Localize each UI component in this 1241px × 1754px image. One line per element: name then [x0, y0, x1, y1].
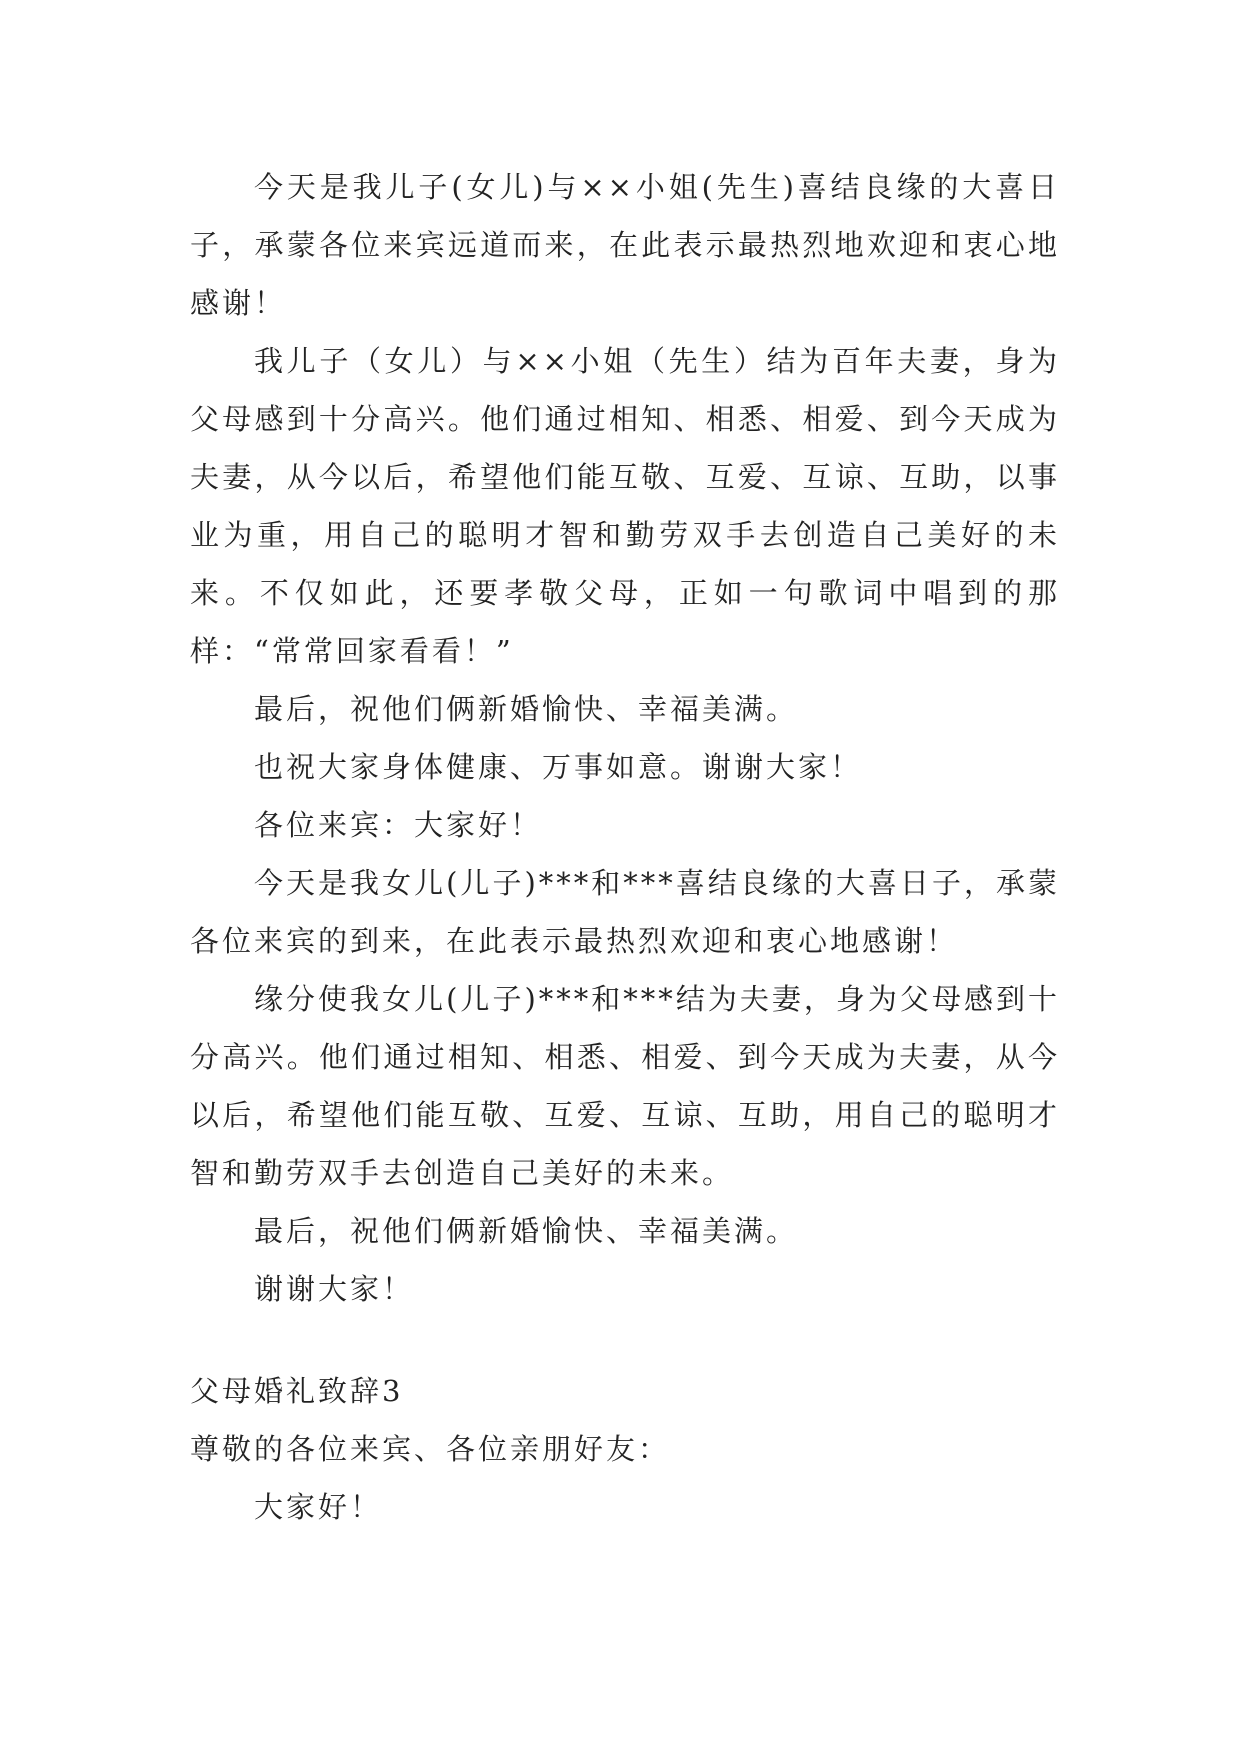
paragraph: 也祝大家身体健康、万事如意。谢谢大家！	[254, 750, 863, 784]
paragraph: 最后，祝他们俩新婚愉快、幸福美满。	[254, 692, 799, 726]
paragraph: 今天是我儿子(女儿)与××小姐(先生)喜结良缘的大喜日子，承蒙各位来宾远道而来，在此表示最热烈地欢迎和衷心地感谢！	[190, 170, 1060, 320]
paragraph: 今天是我女儿(儿子)***和***喜结良缘的大喜日子，承蒙各位来宾的到来，在此表示最热烈欢迎和衷心地感谢！	[190, 866, 1060, 958]
section-spacer	[190, 1318, 1060, 1362]
document-body	[190, 158, 1060, 1536]
salutation: 尊敬的各位来宾、各位亲朋好友：	[190, 1432, 671, 1466]
paragraph: 谢谢大家！	[254, 1272, 415, 1306]
paragraph: 我儿子（女儿）与××小姐（先生）结为百年夫妻，身为父母感到十分高兴。他们通过相知、相悉、相爱、到今天成为夫妻，从今以后，希望他们能互敬、互爱、互谅、互助，以事业为重，用自己的聪明才智和勤劳双手去创造自己美好的未来。不仅如此，还要孝敬父母，正如一句歌词中唱到的那样：“常常回家看看！”	[190, 344, 1060, 668]
paragraph: 最后，祝他们俩新婚愉快、幸福美满。	[254, 1214, 799, 1248]
section-title: 父母婚礼致辞3	[190, 1374, 404, 1408]
greeting: 大家好！	[254, 1490, 383, 1524]
paragraph: 缘分使我女儿(儿子)***和***结为夫妻，身为父母感到十分高兴。他们通过相知、相悉、相爱、到今天成为夫妻，从今以后，希望他们能互敬、互爱、互谅、互助，用自己的聪明才智和勤劳双手去创造自己美好的未来。	[190, 982, 1060, 1190]
paragraph: 各位来宾：大家好！	[254, 808, 543, 842]
